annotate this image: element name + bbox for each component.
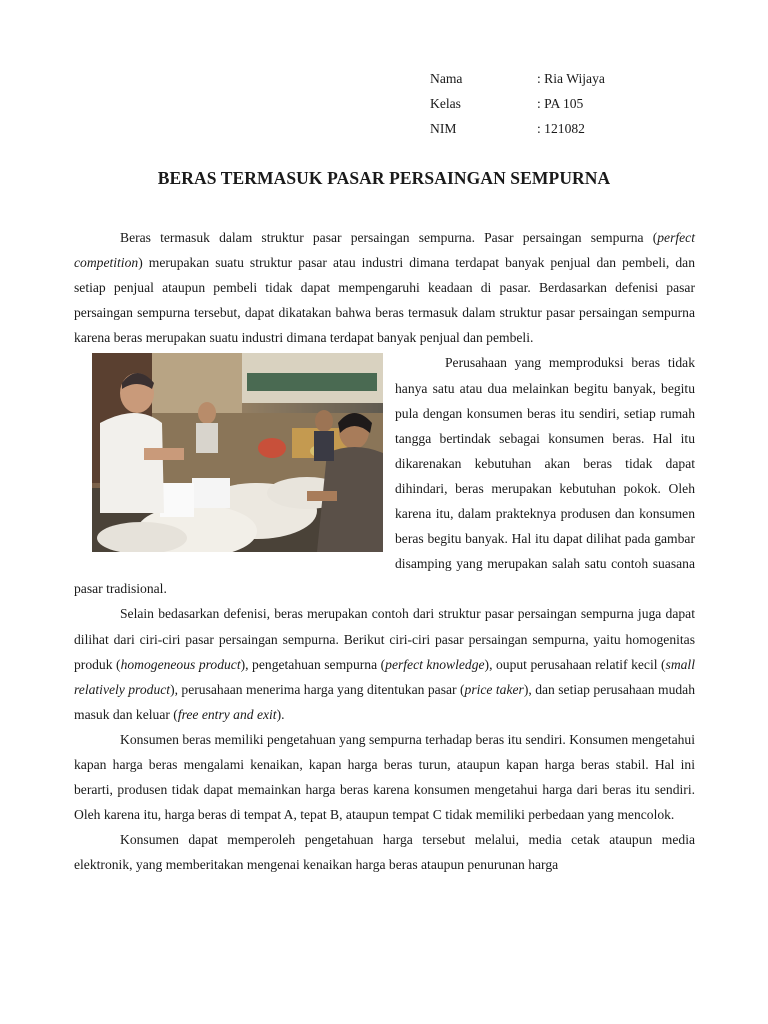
text-run: ), perusahaan menerima harga yang ditentukan pasar (	[170, 681, 465, 697]
text-run: Konsumen dapat memperoleh pengetahuan harga tersebut melalui, media cetak ataupun media elektronik, yang memberitakan mengenai kenaikan harga beras ataupun penurunan harga	[74, 832, 695, 873]
text-run: ).	[276, 706, 285, 722]
info-label: NIM	[430, 121, 457, 136]
info-label: Kelas	[430, 96, 461, 111]
text-run: Selain bedasarkan defenisi, beras merupakan contoh dari struktur pasar persaingan sempurna juga dapat dilihat dari ciri-ciri pasar persaingan sempurna. Berikut ciri-ciri pasar persaingan sempurna, yaitu homogenitas produk (	[74, 606, 695, 672]
info-label: Nama	[430, 71, 463, 86]
page-title: BERAS TERMASUK PASAR PERSAINGAN SEMPURNA	[157, 168, 611, 188]
info-row-kelas	[430, 91, 730, 116]
student-info	[430, 66, 730, 141]
market-photo	[92, 353, 383, 552]
info-row-nama	[430, 66, 730, 91]
text-run: ) merupakan suatu struktur pasar atau industri dimana terdapat banyak penjual dan pembeli, dan setiap penjual ataupun pembeli tidak dapat mempengaruhi keadaan di pasar. Berdasarkan defenisi pasar persaingan sempurna tersebut, dapat dikatakan bahwa beras termasuk dalam struktur pasar persaingan sempurna karena beras merupakan suatu industri dimana terdapat banyak penjual dan pembeli.	[74, 255, 695, 346]
italic-term: perfect knowledge	[385, 656, 485, 672]
italic-term: homogeneous product	[120, 656, 241, 672]
market-photo-icon	[92, 353, 383, 552]
paragraph-1	[74, 225, 695, 350]
info-value: : Ria Wijaya	[537, 71, 605, 86]
italic-term: price taker	[464, 681, 524, 697]
paragraph-4	[74, 727, 695, 827]
paragraph-2	[74, 350, 695, 601]
text-run: ), pengetahuan sempurna (	[240, 656, 386, 672]
text-run: Konsumen beras memiliki pengetahuan yang sempurna terhadap beras itu sendiri. Konsumen mengetahui kapan harga beras mengalami kenaikan, kapan harga beras turun, ataupun kapan harga beras stabil. Hal ini berarti, produsen tidak dapat memainkan harga beras karena konsumen mengetahui harga dari beras itu sendiri. Oleh karena itu, harga beras di tempat A, tepat B, ataupun tempat C tidak memiliki perbedaan yang mencolok.	[74, 731, 695, 823]
info-value: : PA 105	[537, 96, 584, 111]
italic-term: perfect competition	[74, 230, 695, 271]
text-run: Beras termasuk dalam struktur pasar persaingan sempurna. Pasar persaingan sempurna (	[120, 230, 658, 245]
text-run: ), ouput perusahaan relatif kecil (	[484, 656, 666, 672]
italic-term: free entry and exit	[177, 706, 277, 722]
text-run: Perusahaan yang memproduksi beras tidak hanya satu atau dua melainkan begitu banyak, begitu pula dengan konsumen beras itu sendiri, setiap rumah tangga bertindak sebagai konsumen beras. Hal itu dikarenakan kebutuhan akan beras tidak dapat dihindari, beras merupakan kebutuhan pokok. Oleh karena itu, dalam prakteknya produsen dan konsumen beras begitu banyak. Hal itu dapat dilihat pada gambar disamping yang merupakan salah satu contoh suasana pasar tradisional.	[74, 355, 695, 597]
paragraph-3	[74, 601, 695, 726]
paragraph-5	[74, 827, 695, 877]
info-row-nim	[430, 116, 730, 141]
info-value: : 121082	[537, 121, 585, 136]
text-run: ), dan setiap perusahaan mudah masuk dan keluar (	[74, 681, 695, 722]
document-body	[74, 225, 695, 877]
italic-term: small relatively product	[74, 656, 695, 697]
